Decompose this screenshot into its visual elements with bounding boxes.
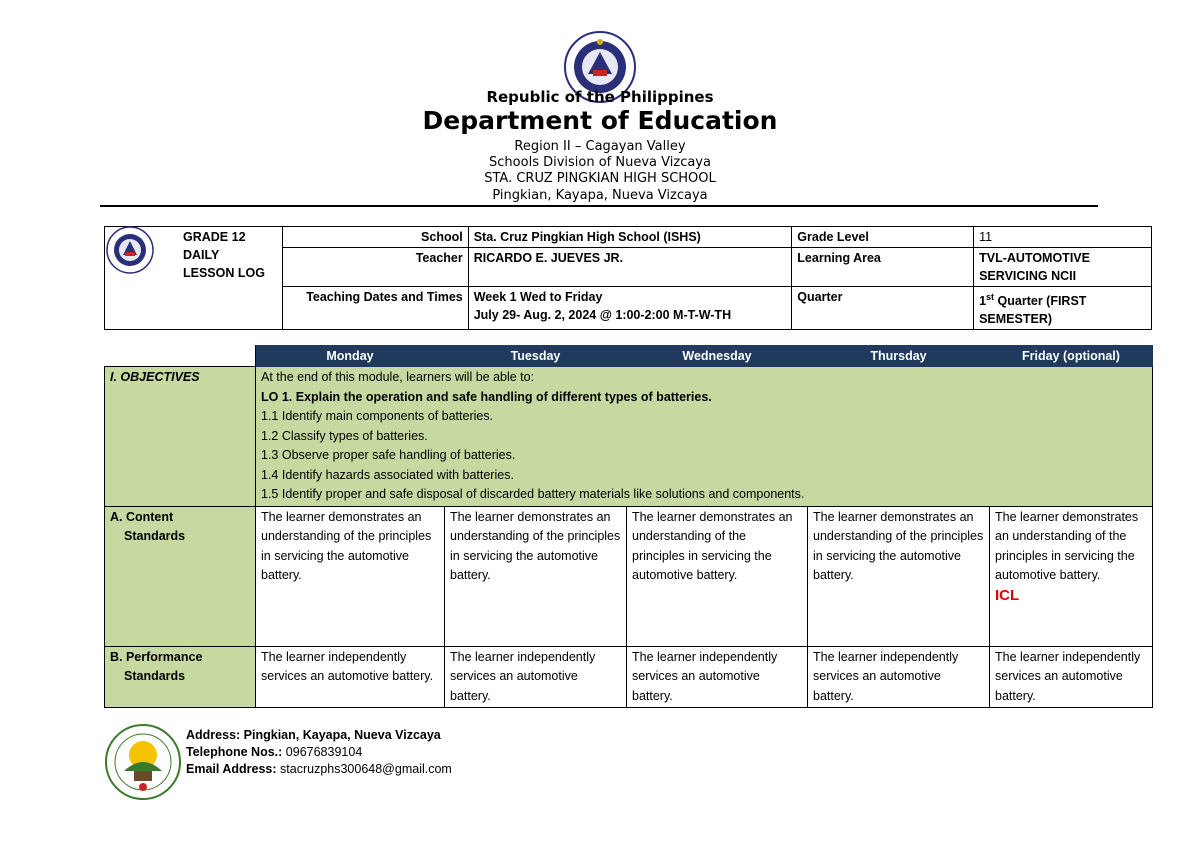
lesson-plan-table [104, 345, 1153, 708]
day-friday: Friday (optional) [990, 346, 1153, 367]
content-cell-monday: The learner demonstrates an understanding of the principles in servicing the automotive battery. [256, 506, 445, 646]
icl-marker: ICL [995, 586, 1020, 604]
performance-cell-monday: The learner independently services an automotive battery. [256, 646, 445, 708]
day-thursday: Thursday [808, 346, 990, 367]
grade-level-label: Grade Level [792, 227, 974, 248]
objectives-label: I. OBJECTIVES [105, 367, 256, 507]
objectives-intro: At the end of this module, learners will be able to: [261, 370, 535, 384]
teacher-value: RICARDO E. JUEVES JR. [468, 248, 792, 287]
objectives-cell [256, 367, 1153, 507]
day-monday: Monday [256, 346, 445, 367]
school-label: School [282, 227, 468, 248]
department-heading: Department of Education [422, 106, 778, 135]
footer-email: Email Address: stacruzphs300648@gmail.com [186, 762, 452, 776]
day-tuesday: Tuesday [445, 346, 627, 367]
objective-item: 1.3 Observe proper safe handling of batteries. [261, 448, 516, 462]
dates-label: Teaching Dates and Times [282, 287, 468, 330]
performance-cell-tuesday: The learner independently services an automotive battery. [445, 646, 627, 708]
dates-value: Week 1 Wed to Friday July 29- Aug. 2, 2024 @ 1:00-2:00 M-T-W-TH [468, 287, 792, 330]
division-text: Schools Division of Nueva Vizcaya [489, 155, 711, 170]
learning-area-label: Learning Area [792, 248, 974, 287]
objective-item: 1.4 Identify hazards associated with batteries. [261, 467, 514, 482]
learning-area-value: TVL-AUTOMOTIVE SERVICING NCII [974, 248, 1152, 287]
grade-level-value: 11 [974, 227, 1152, 248]
quarter-label: Quarter [792, 287, 974, 330]
objective-item: 1.5 Identify proper and safe disposal of discarded battery materials like solutions and components. [261, 487, 805, 501]
day-wednesday: Wednesday [627, 346, 808, 367]
school-name-text: STA. CRUZ PINGKIAN HIGH SCHOOL [484, 171, 716, 186]
objective-item: 1.2 Classify types of batteries. [261, 428, 428, 443]
school-logo-icon [104, 723, 182, 801]
footer-phone: Telephone Nos.: 09676839104 [186, 745, 363, 759]
header-divider [100, 205, 1098, 207]
performance-standards-label: B. Performance Standards [105, 646, 256, 708]
footer-address: Address: Pingkian, Kayapa, Nueva Vizcaya [186, 728, 441, 742]
content-standards-label: A. Content Standards [105, 506, 256, 646]
lesson-log-title: GRADE 12 DAILY LESSON LOG [105, 227, 283, 330]
performance-cell-wednesday: The learner independently services an automotive battery. [627, 646, 808, 708]
lesson-info-table [104, 226, 1152, 330]
learning-outcome: LO 1. Explain the operation and safe handling of different types of batteries. [261, 389, 712, 404]
republic-heading: Republic of the Philippines [486, 88, 714, 106]
content-cell-friday: The learner demonstrates an understanding of the principles in servicing the automotive battery. ICL [990, 506, 1153, 646]
teacher-label: Teacher [282, 248, 468, 287]
school-address-text: Pingkian, Kayapa, Nueva Vizcaya [492, 188, 708, 203]
content-cell-thursday: The learner demonstrates an understanding of the principles in servicing the automotive battery. [808, 506, 990, 646]
quarter-value: 1st Quarter (FIRST SEMESTER) [974, 287, 1152, 330]
content-cell-wednesday: The learner demonstrates an understanding of the principles in servicing the automotive battery. [627, 506, 808, 646]
region-text: Region II – Cagayan Valley [514, 139, 686, 154]
performance-cell-friday: The learner independently services an automotive battery. [990, 646, 1153, 708]
objective-item: 1.1 Identify main components of batteries. [261, 409, 494, 423]
deped-seal-icon [106, 226, 154, 274]
performance-cell-thursday: The learner independently services an automotive battery. [808, 646, 990, 708]
school-value: Sta. Cruz Pingkian High School (ISHS) [468, 227, 792, 248]
content-cell-tuesday: The learner demonstrates an understanding of the principles in servicing the automotive battery. [445, 506, 627, 646]
corner-cell [105, 346, 256, 367]
